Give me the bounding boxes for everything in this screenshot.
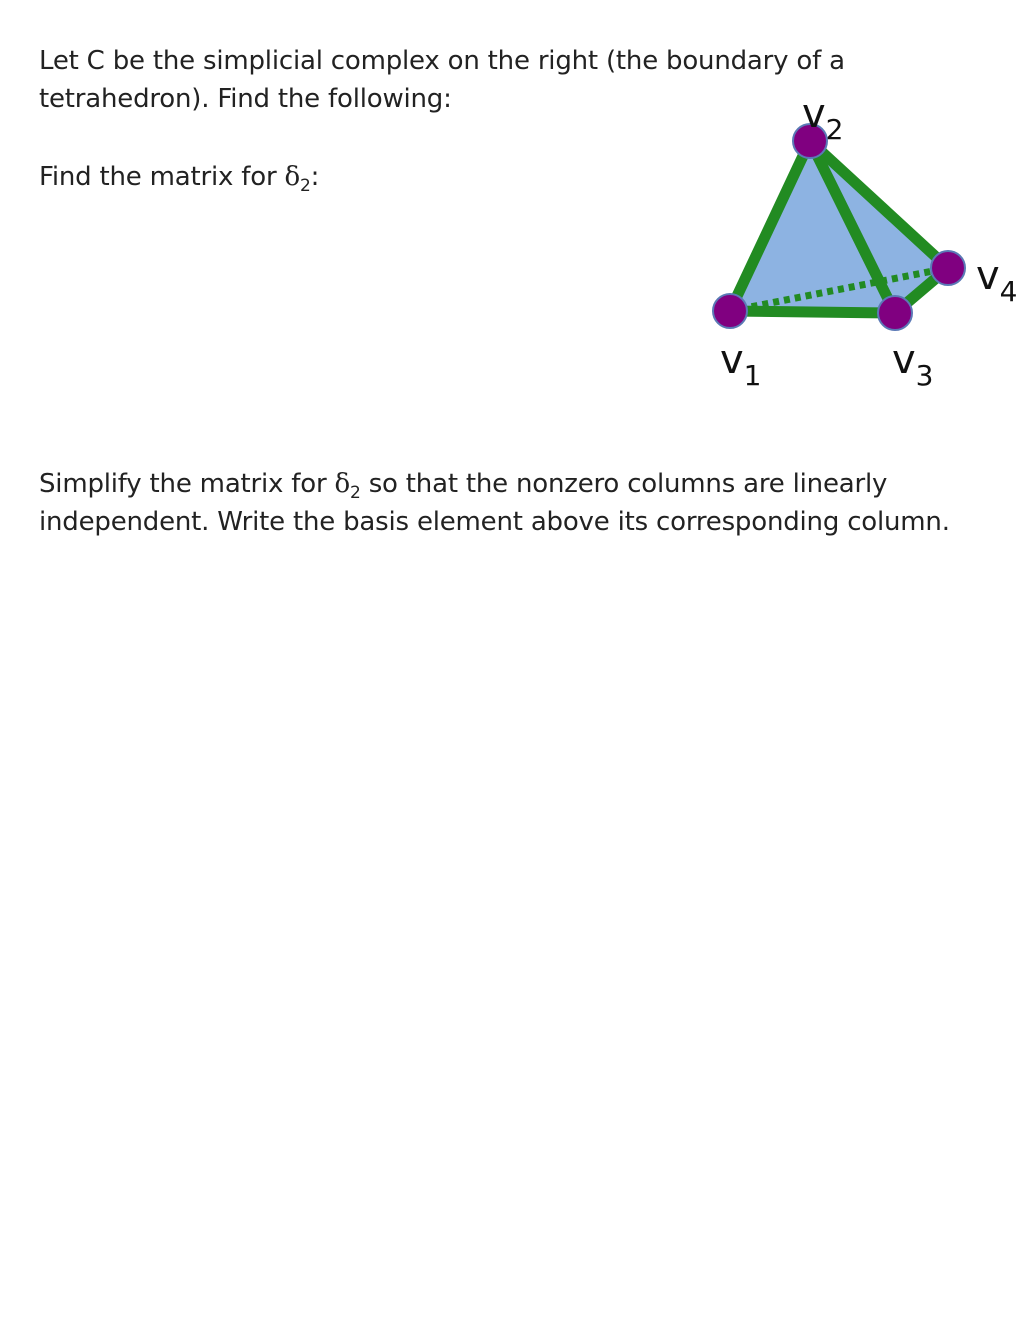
question-2-line-1	[39, 469, 887, 502]
intro-line-2: tetrahedron). Find the following:	[39, 84, 452, 114]
vertex-letter: v	[892, 337, 916, 383]
vertex-v1	[713, 294, 747, 328]
vertex-v4	[931, 251, 965, 285]
vertex-label-v3	[892, 337, 934, 392]
edge-v1-v3	[730, 311, 895, 313]
vertex-letter: v	[802, 91, 826, 137]
vertex-v3	[878, 296, 912, 330]
question-2-suffix: so that the nonzero columns are linearly	[360, 469, 888, 499]
delta-symbol: δ	[284, 162, 300, 192]
delta-subscript: 2	[350, 483, 361, 503]
question-1-prefix: Find the matrix for	[39, 162, 285, 192]
question-2-prefix: Simplify the matrix for	[39, 469, 335, 499]
vertex-label-v4	[976, 253, 1018, 308]
vertex-letter: v	[976, 253, 1000, 299]
vertex-label-v2	[802, 91, 844, 146]
vertex-index: 1	[743, 359, 762, 392]
question-2-line-2: independent. Write the basis element above its corresponding column.	[39, 507, 950, 537]
intro-line-1: Let C be the simplicial complex on the right (the boundary of a	[39, 46, 845, 76]
tetrahedron-figure	[690, 90, 1024, 400]
vertex-index: 2	[825, 113, 844, 146]
delta-symbol: δ	[334, 469, 350, 499]
vertex-index: 4	[999, 275, 1018, 308]
vertex-index: 3	[915, 359, 934, 392]
question-1-suffix: :	[310, 162, 320, 192]
question-1	[39, 162, 319, 195]
vertex-label-v1	[720, 337, 762, 392]
vertex-letter: v	[720, 337, 744, 383]
delta-subscript: 2	[299, 176, 311, 196]
